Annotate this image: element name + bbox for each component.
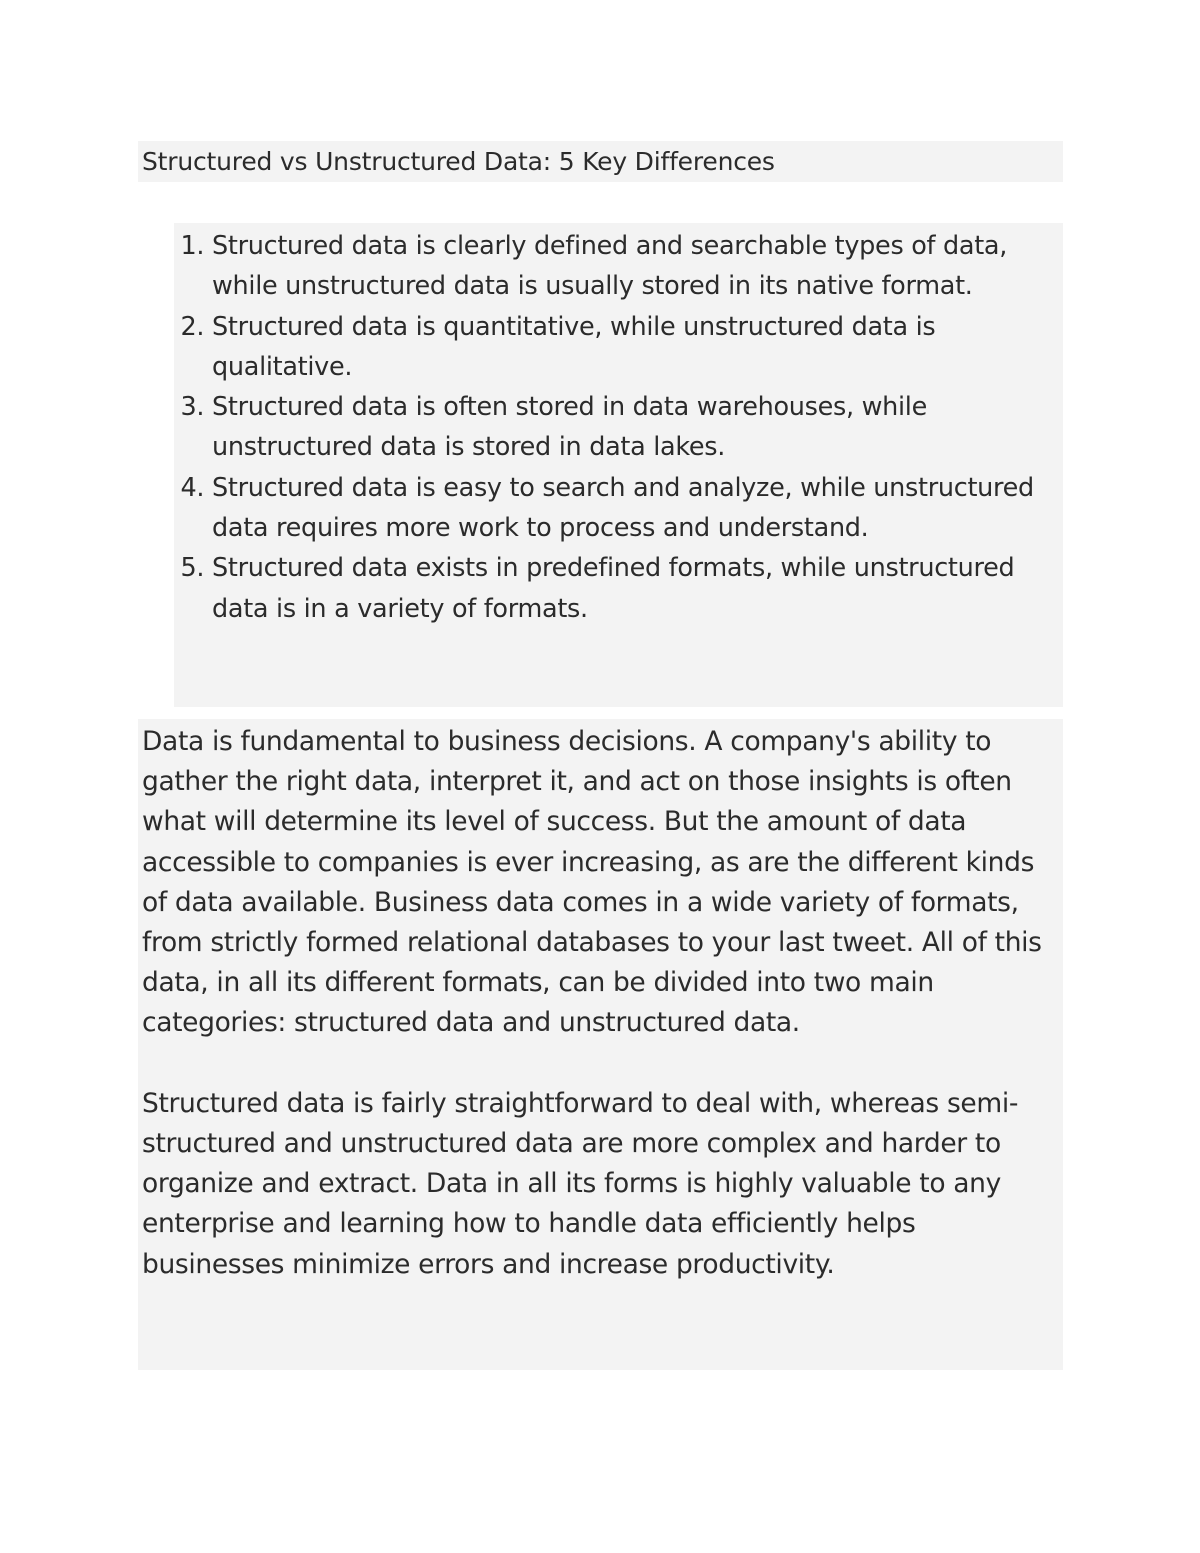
list-item: 4. Structured data is easy to search and analyze, while unstructured data requires more work to process and understand. (212, 468, 1063, 549)
differences-list-block (174, 223, 1063, 707)
title-block (138, 141, 1063, 182)
list-item: 1. Structured data is clearly defined and searchable types of data, while unstructured data is usually stored in its native format. (212, 226, 1063, 307)
list-item: 2. Structured data is quantitative, while unstructured data is qualitative. (212, 307, 1063, 388)
list-item: 5. Structured data exists in predefined formats, while unstructured data is in a variety of formats. (212, 548, 1063, 629)
summary-paragraph: Structured data is fairly straightforward to deal with, whereas semi-structured and unstructured data are more complex and harder to organize and extract. Data in all its forms is highly valuable to any enterprise and learning how to handle data efficiently helps businesses minimize errors and increase productivity. (142, 1087, 1019, 1280)
page-title: Structured vs Unstructured Data: 5 Key Differences (142, 147, 775, 176)
differences-list (174, 226, 1063, 629)
list-item: 3. Structured data is often stored in data warehouses, while unstructured data is stored in data lakes. (212, 387, 1063, 468)
intro-paragraph: Data is fundamental to business decisions. A company's ability to gather the right data, interpret it, and act on those insights is often what will determine its level of success. But the amount of data accessible to companies is ever increasing, as are the different kinds of data available. Business data comes in a wide variety of formats, from strictly formed relational databases to your last tweet. All of this data, in all its different formats, can be divided into two main categories: structured data and unstructured data. (142, 726, 1042, 1039)
body-text-block (138, 719, 1063, 1370)
